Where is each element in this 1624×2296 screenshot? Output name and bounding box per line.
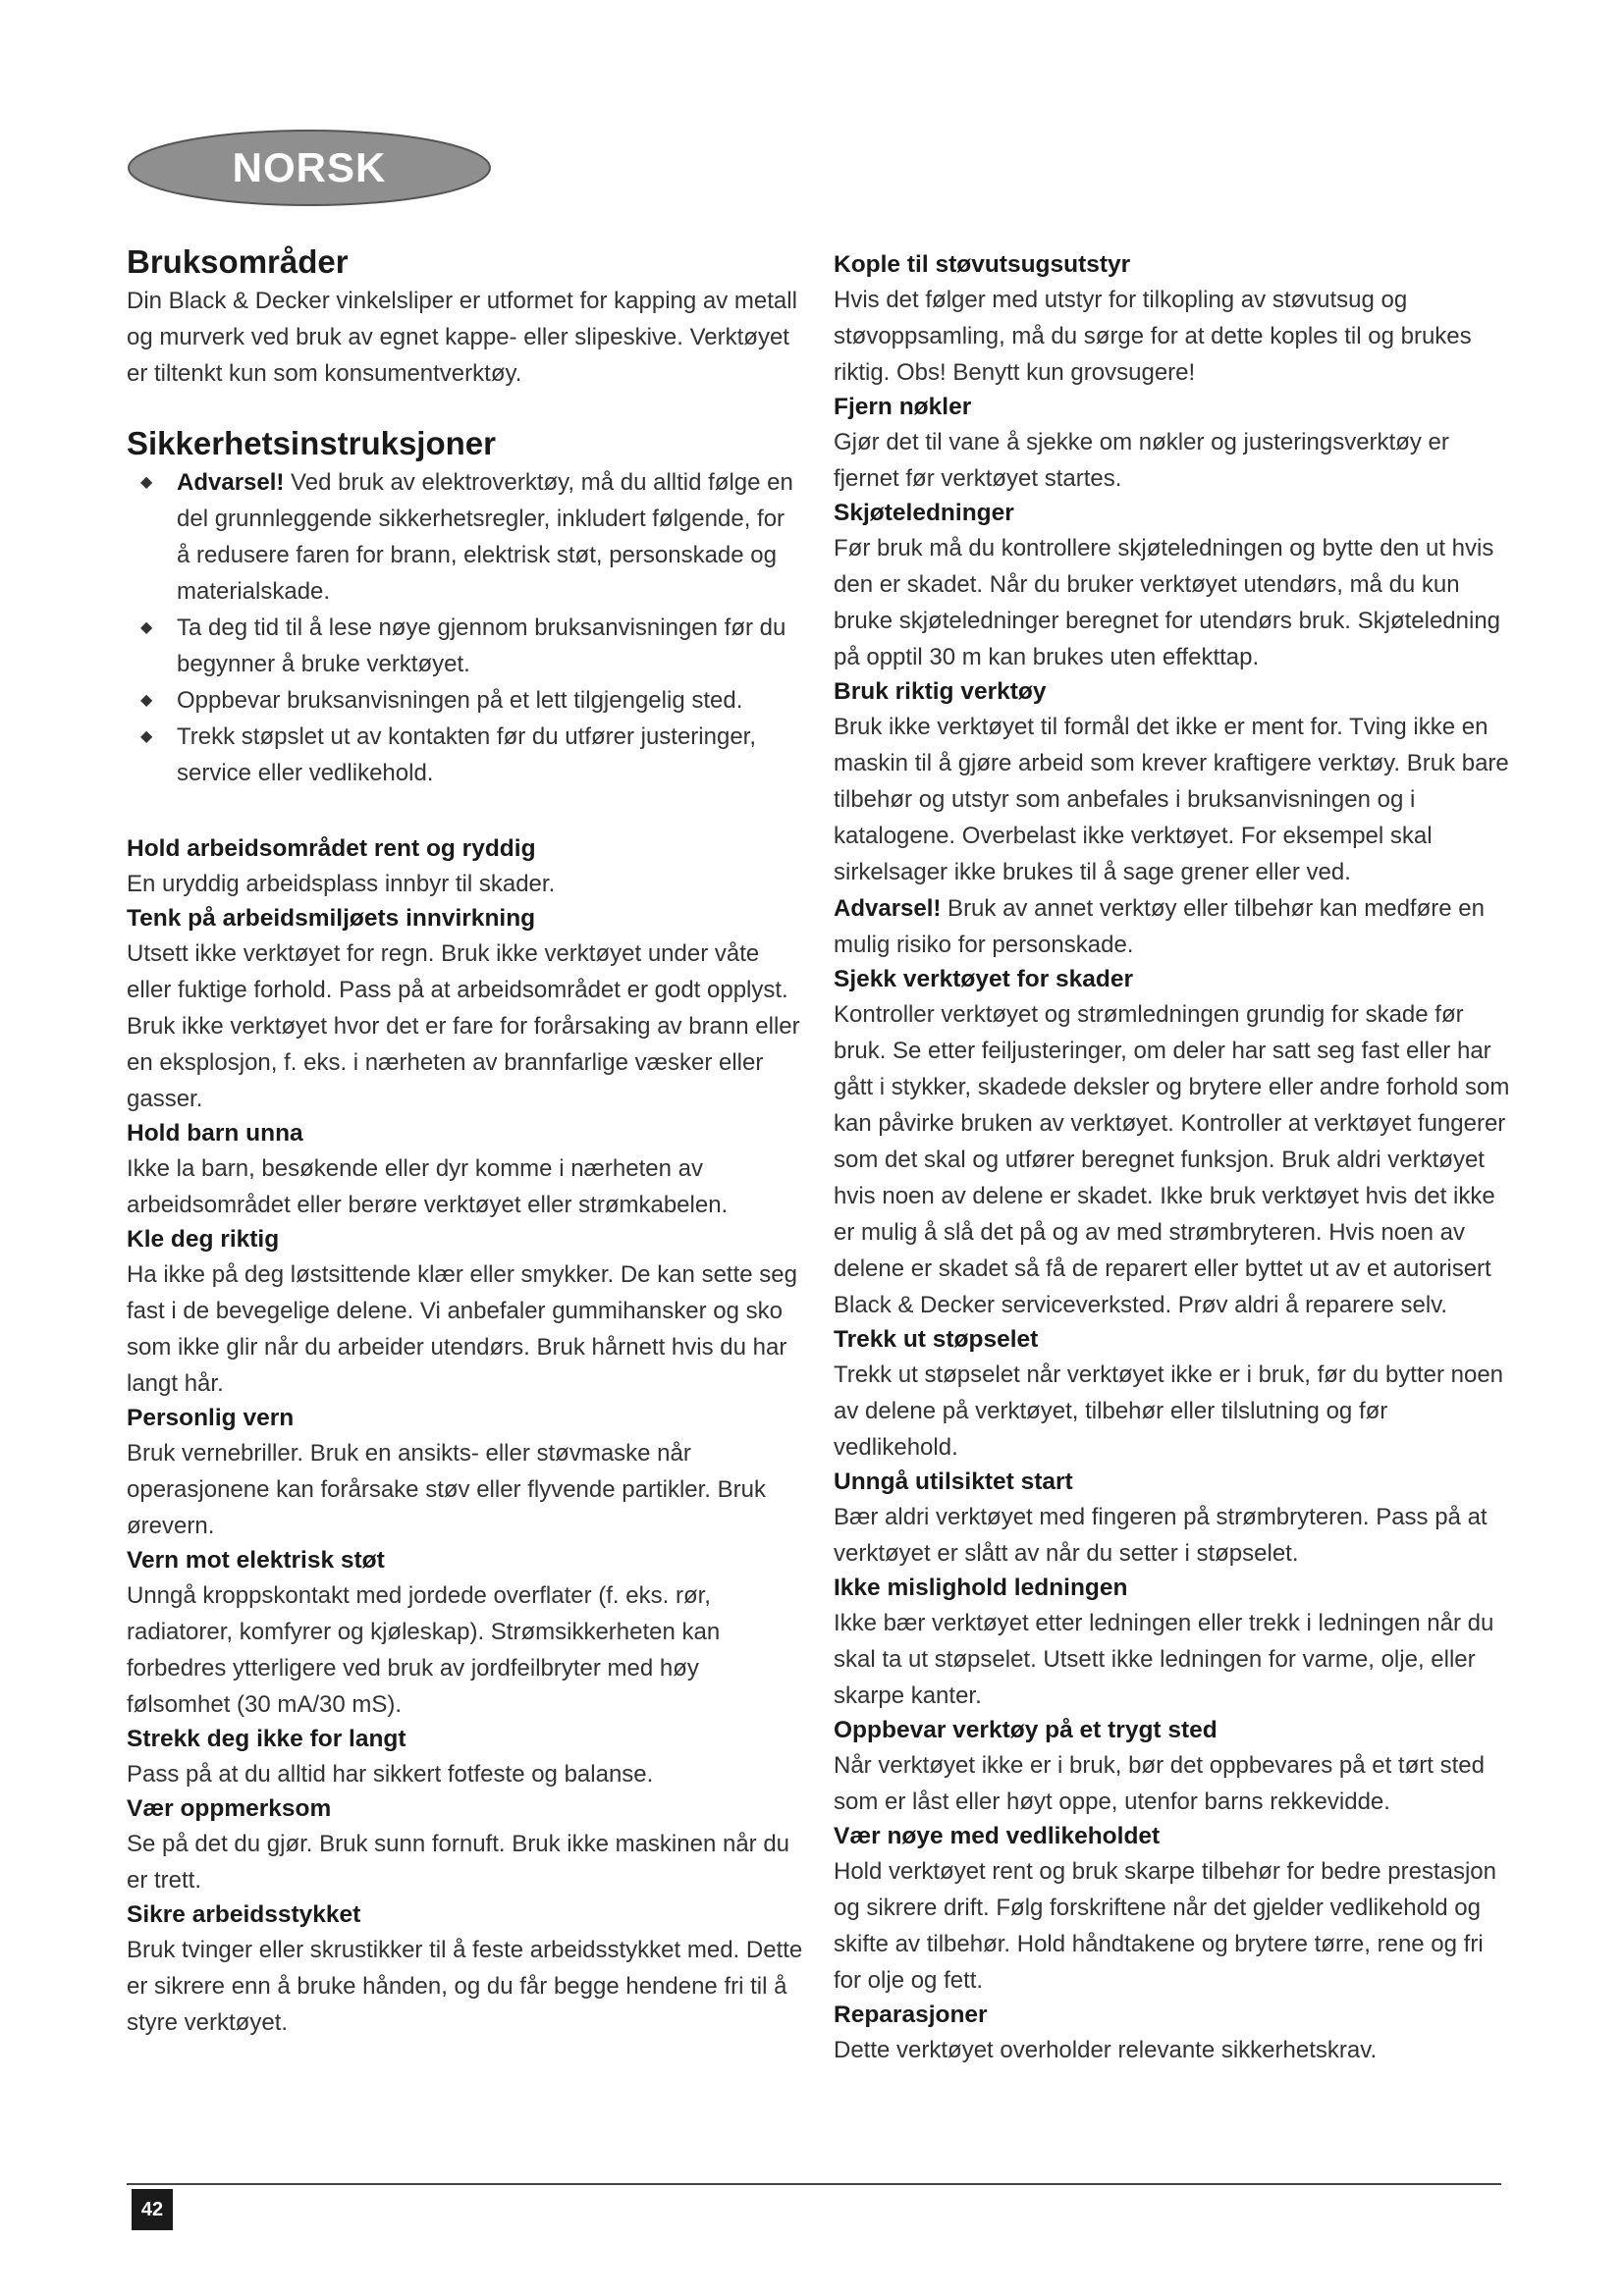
section-text: Dette verktøyet overholder relevante sikkerhetskrav. [834, 2037, 1378, 2063]
section-text: Kontroller verktøyet og strømledningen grundig for skade før bruk. Se etter feiljusteringer, om deler har satt seg fast eller har gått i stykker, skadede deksler og brytere eller andre forhold som kan påvirke bruken av verktøyet. Kontroller at verktøyet fungerer som det skal og utfører beregnet funksjon. Bruk aldri verktøyet hvis noen av delene er skadet. Ikke bruk verktøyet hvis det ikke er mulig å slå det på og av med strømbryteren. Hvis noen av delene er skadet så få de reparert eller byttet ut av et autorisert Black & Decker serviceverksted. Prøv aldri å reparere selv. [834, 1001, 1510, 1318]
section-heading: Sikre arbeidsstykket [127, 1901, 361, 1928]
section-text: Før bruk må du kontrollere skjøteledningen og bytte den ut hvis den er skadet. Når du bruker verktøyet utendørs, må du kun bruke skjøteledninger beregnet for utendørs bruk. Skjøteledning på opptil 30 m kan brukes uten effekttap. [834, 535, 1501, 670]
heading-safety: Sikkerhetsinstruksjoner [127, 425, 496, 461]
safety-bullet-item [127, 464, 804, 610]
section-heading: Reparasjoner [834, 2002, 988, 2028]
section-heading: Bruk riktig verktøy [834, 678, 1047, 705]
section-heading: Unngå utilsiktet start [834, 1468, 1073, 1495]
section-heading: Vær nøye med vedlikeholdet [834, 1823, 1161, 1849]
bullet-text: Oppbevar bruksanvisningen på et lett tilgjengelig sted. [177, 687, 743, 714]
bullet-text: Ta deg tid til å lese nøye gjennom bruksanvisningen før du begynner å bruke verktøyet. [177, 614, 786, 677]
section-heading: Trekk ut støpselet [834, 1326, 1039, 1353]
section-text: Bruk ikke verktøyet til formål det ikke er ment for. Tving ikke en maskin til å gjøre arbeid som krever kraftigere verktøy. Bruk bare tilbehør og utstyr som anbefales i bruksanvisningen og i katalogene. Overbelast ikke verktøyet. For eksempel skal sirkelsager ikke brukes til å sage grener eller ved. [834, 714, 1509, 885]
section-text: Bruk vernebriller. Bruk en ansikts- eller støvmaske når operasjonene kan forårsake støv eller flyvende partikler. Bruk ørevern. [127, 1440, 766, 1539]
section-warning [834, 890, 1511, 963]
section-text: Ikke bær verktøyet etter ledningen eller trekk i ledningen når du skal ta ut støpselet. Utsett ikke ledningen for varme, olje, eller skarpe kanter. [834, 1610, 1494, 1709]
section-text: Ha ikke på deg løstsittende klær eller smykker. De kan sette seg fast i de bevegelige delene. Vi anbefaler gummihansker og sko som ikke glir når du arbeider utendørs. Bruk hårnett hvis du har langt hår. [127, 1261, 797, 1397]
right-sections [834, 248, 1511, 2068]
section-text: Hold verktøyet rent og bruk skarpe tilbehør for bedre prestasjon og sikrere drift. Følg forskriftene når det gjelder vedlikehold og skifte av tilbehør. Hold håndtakene og brytere tørre, rene og fri for olje og fett. [834, 1858, 1496, 1994]
section-heading: Vær oppmerksom [127, 1795, 332, 1822]
section-heading: Vern mot elektrisk støt [127, 1547, 385, 1574]
right-column [834, 248, 1511, 2068]
section-heading: Kle deg riktig [127, 1226, 280, 1253]
bullet-diamond-icon: ◆ [140, 728, 153, 745]
footer-divider [127, 2183, 1501, 2185]
section-text: En uryddig arbeidsplass innbyr til skader. [127, 871, 556, 897]
section-heading: Ikke mislighold ledningen [834, 1575, 1128, 1601]
section-heading: Tenk på arbeidsmiljøets innvirkning [127, 905, 536, 932]
bullet-lead: Advarsel! [177, 469, 285, 496]
bullet-diamond-icon: ◆ [140, 619, 153, 636]
safety-bullet-item [127, 719, 804, 791]
bullet-diamond-icon: ◆ [140, 692, 153, 709]
section-heading: Oppbevar verktøy på et trygt sted [834, 1717, 1218, 1743]
section-heading: Fjern nøkler [834, 394, 972, 420]
section-text: Se på det du gjør. Bruk sunn fornuft. Bruk ikke maskinen når du er trett. [127, 1831, 790, 1894]
usage-text: Din Black & Decker vinkelsliper er utformet for kapping av metall og murverk ved bruk av egnet kappe- eller slipeskive. Verktøyet er tiltenkt kun som konsumentverktøy. [127, 288, 797, 387]
heading-usage: Bruksområder [127, 243, 349, 280]
warning-text: Bruk av annet verktøy eller tilbehør kan medføre en mulig risiko for personskade. [834, 895, 1485, 958]
section-text: Gjør det til vane å sjekke om nøkler og justeringsverktøy er fjernet før verktøyet startes. [834, 429, 1449, 492]
bullet-text: Trekk støpslet ut av kontakten før du utfører justeringer, service eller vedlikehold. [177, 723, 757, 786]
section-text: Utsett ikke verktøyet for regn. Bruk ikke verktøyet under våte eller fuktige forhold. Pass på at arbeidsområdet er godt opplyst. Bruk ikke verktøyet hvor det er fare for forårsaking av brann eller en eksplosjon, f. eks. i nærheten av brannfarlige væsker eller gasser. [127, 940, 800, 1112]
section-text: Hvis det følger med utstyr for tilkopling av støvutsug og støvoppsamling, må du sørge for at dette koples til og brukes riktig. Obs! Benytt kun grovsugere! [834, 287, 1472, 386]
left-sections [127, 832, 804, 2041]
bullet-text: Ved bruk av elektroverktøy, må du alltid følge en del grunnleggende sikkerhetsregler, inkludert følgende, for å redusere faren for brann, elektrisk støt, personskade og materialskade. [177, 469, 793, 605]
section-heading: Sjekk verktøyet for skader [834, 966, 1134, 992]
bullet-diamond-icon: ◆ [140, 474, 153, 491]
section-text: Bruk tvinger eller skrustikker til å feste arbeidsstykket med. Dette er sikrere enn å bruke hånden, og du får begge hendene fri til å styre verktøyet. [127, 1937, 803, 2036]
safety-bullet-item [127, 682, 804, 719]
page-number: 42 [132, 2189, 173, 2230]
section-heading: Hold barn unna [127, 1120, 303, 1147]
section-heading: Skjøteledninger [834, 500, 1014, 526]
section-heading: Strekk deg ikke for langt [127, 1726, 406, 1752]
language-badge [127, 129, 492, 207]
section-text: Trekk ut støpselet når verktøyet ikke er i bruk, før du bytter noen av delene på verktøyet, tilbehør eller tilslutning og før vedlikehold. [834, 1362, 1504, 1461]
section-heading: Hold arbeidsområdet rent og ryddig [127, 835, 536, 862]
section-heading: Personlig vern [127, 1405, 295, 1431]
section-text: Bær aldri verktøyet med fingeren på strømbryteren. Pass på at verktøyet er slått av når du setter i støpselet. [834, 1504, 1488, 1567]
safety-bullet-item [127, 610, 804, 682]
section-text: Pass på at du alltid har sikkert fotfeste og balanse. [127, 1761, 654, 1788]
section-text: Når verktøyet ikke er i bruk, bør det oppbevares på et tørt sted som er låst eller høyt oppe, utenfor barns rekkevidde. [834, 1752, 1485, 1815]
left-column [127, 241, 804, 2041]
language-label: NORSK [232, 144, 387, 190]
section-text: Unngå kroppskontakt med jordede overflater (f. eks. rør, radiatorer, komfyrer og kjøleskap). Strømsikkerheten kan forbedres ytterligere ved bruk av jordfeilbryter med høy følsomhet (30 mA/30 mS). [127, 1582, 721, 1718]
warning-lead: Advarsel! [834, 895, 942, 922]
section-text: Ikke la barn, besøkende eller dyr komme i nærheten av arbeidsområdet eller berøre verktøyet eller strømkabelen. [127, 1155, 729, 1218]
section-heading: Kople til støvutsugsutstyr [834, 251, 1131, 278]
safety-bullets [127, 464, 804, 791]
